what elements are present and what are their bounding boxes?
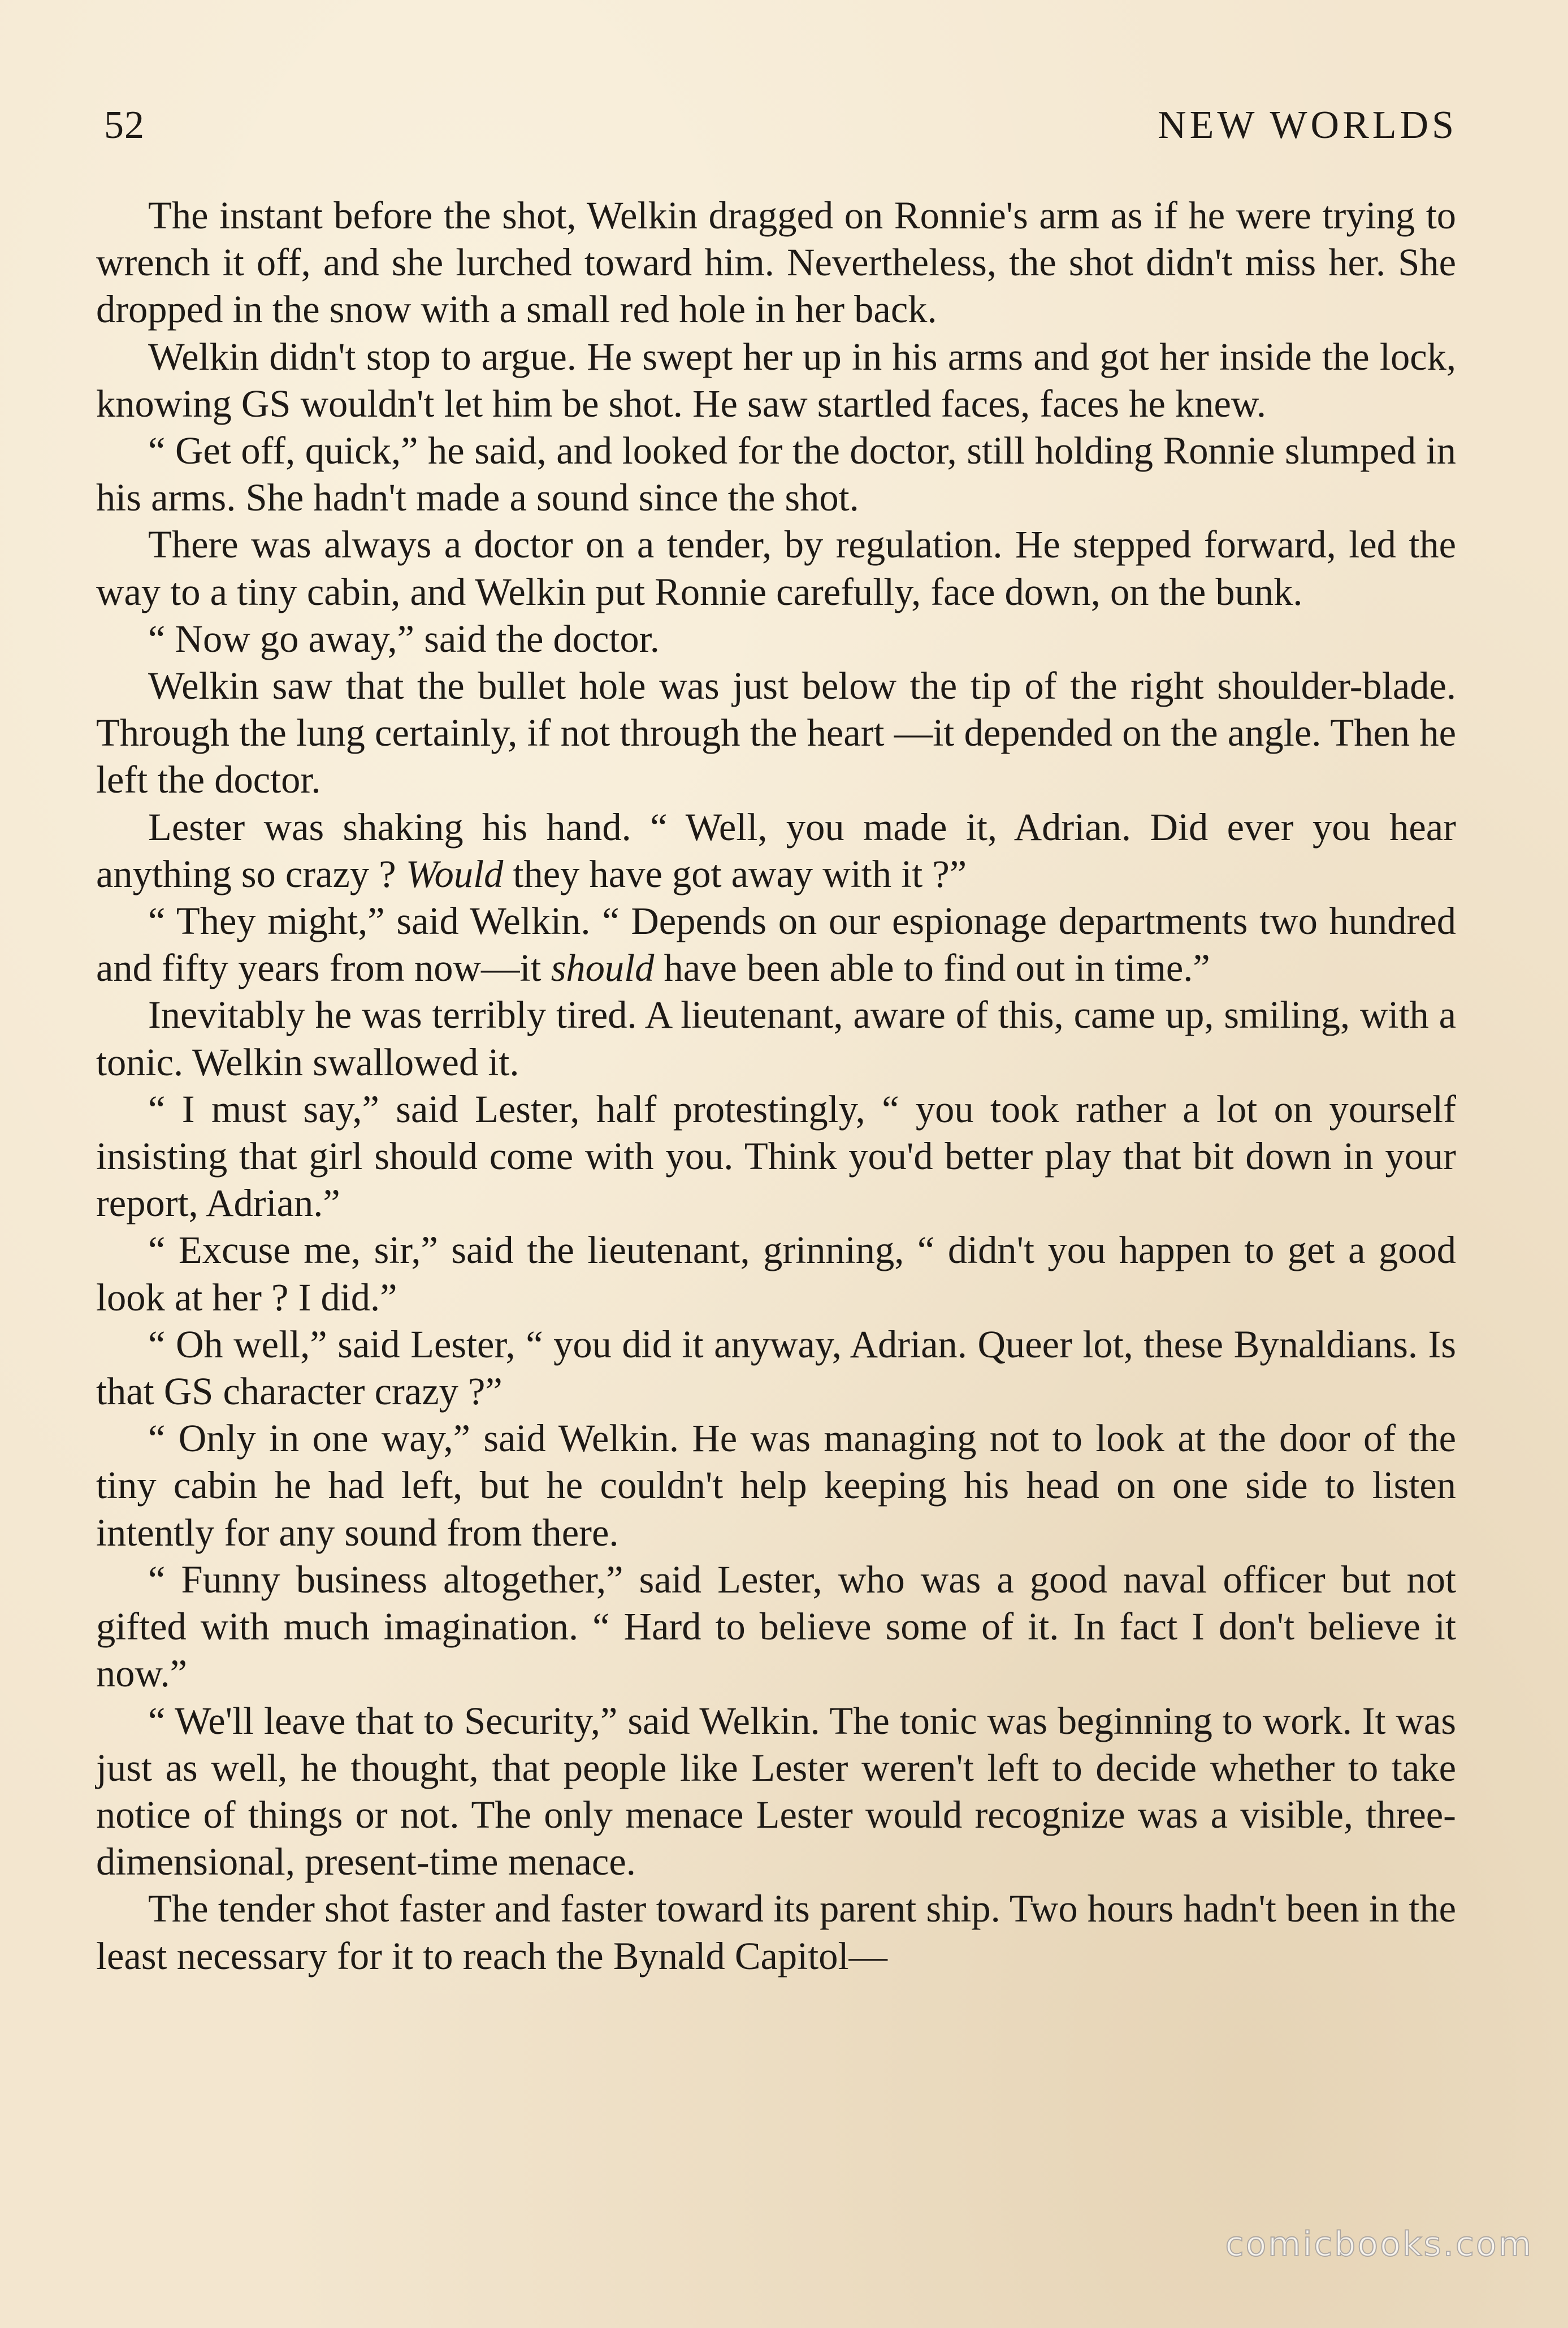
running-head: NEW WORLDS [1158,103,1457,147]
paragraph: “ Now go away,” said the doctor. [148,617,660,660]
paragraph: “ Get off, quick,” he said, and looked for the doctor, still holding Ronnie slumped in his arms. She hadn't made a sound since the shot. [96,429,1456,520]
paragraph: The tender shot faster and faster toward its parent ship. Two hours hadn't been in the least necessary for it to reach the Bynald Capitol— [96,1887,1456,1977]
body-text [96,192,1456,1980]
page-number: 52 [104,103,145,147]
paragraph: Inevitably he was terribly tired. A lieutenant, aware of this, came up, smiling, with a tonic. Welkin swallowed it. [96,993,1456,1084]
page-header [104,97,1457,154]
paragraph: “ We'll leave that to Security,” said Welkin. The tonic was beginning to work. It was just as well, he thought, that people like Lester weren't left to decide whether to take notice of things or not. The only menace Lester would recognize was a visible, three-dimensional, present-time menace. [96,1699,1456,1884]
paragraph: “ Excuse me, sir,” said the lieutenant, grinning, “ didn't you happen to get a good look at her ? I did.” [96,1228,1456,1319]
paragraph: “ They might,” said Welkin. “ Depends on our espionage departments two hundred and fifty years from now—it should have been able to find out in time.” [96,899,1456,990]
italic-emphasis: should [551,946,655,990]
paragraph: There was always a doctor on a tender, by regulation. He stepped forward, led the way to a tiny cabin, and Welkin put Ronnie carefully, face down, on the bunk. [96,523,1456,613]
paragraph: Lester was shaking his hand. “ Well, you made it, Adrian. Did ever you hear anything so crazy ? Would they have got away with it ?” [96,805,1456,895]
paragraph: “ Only in one way,” said Welkin. He was managing not to look at the door of the tiny cabin he had left, but he couldn't help keeping his head on one side to listen intently for any sound from there. [96,1417,1456,1554]
watermark: comicbooks.com [1225,2225,1533,2264]
paragraph: Welkin didn't stop to argue. He swept her up in his arms and got her inside the lock, knowing GS wouldn't let him be shot. He saw startled faces, faces he knew. [96,335,1456,425]
paragraph: “ Funny business altogether,” said Lester, who was a good naval officer but not gifted with much imagination. “ Hard to believe some of it. In fact I don't believe it now.” [96,1557,1456,1695]
paragraph: Welkin saw that the bullet hole was just below the tip of the right shoulder-blade. Through the lung certainly, if not through the heart —it depended on the angle. Then he left the doctor. [96,664,1456,802]
italic-emphasis: Would [405,852,504,895]
paragraph: “ Oh well,” said Lester, “ you did it anyway, Adrian. Queer lot, these Bynaldians. Is that GS character crazy ?” [96,1322,1456,1413]
paragraph: “ I must say,” said Lester, half protestingly, “ you took rather a lot on yourself insisting that girl should come with you. Think you'd better play that bit down in your report, Adrian.” [96,1087,1456,1225]
paragraph: The instant before the shot, Welkin dragged on Ronnie's arm as if he were trying to wrench it off, and she lurched toward him. Nevertheless, the shot didn't miss her. She dropped in the snow with a small red hole in her back. [96,194,1456,331]
